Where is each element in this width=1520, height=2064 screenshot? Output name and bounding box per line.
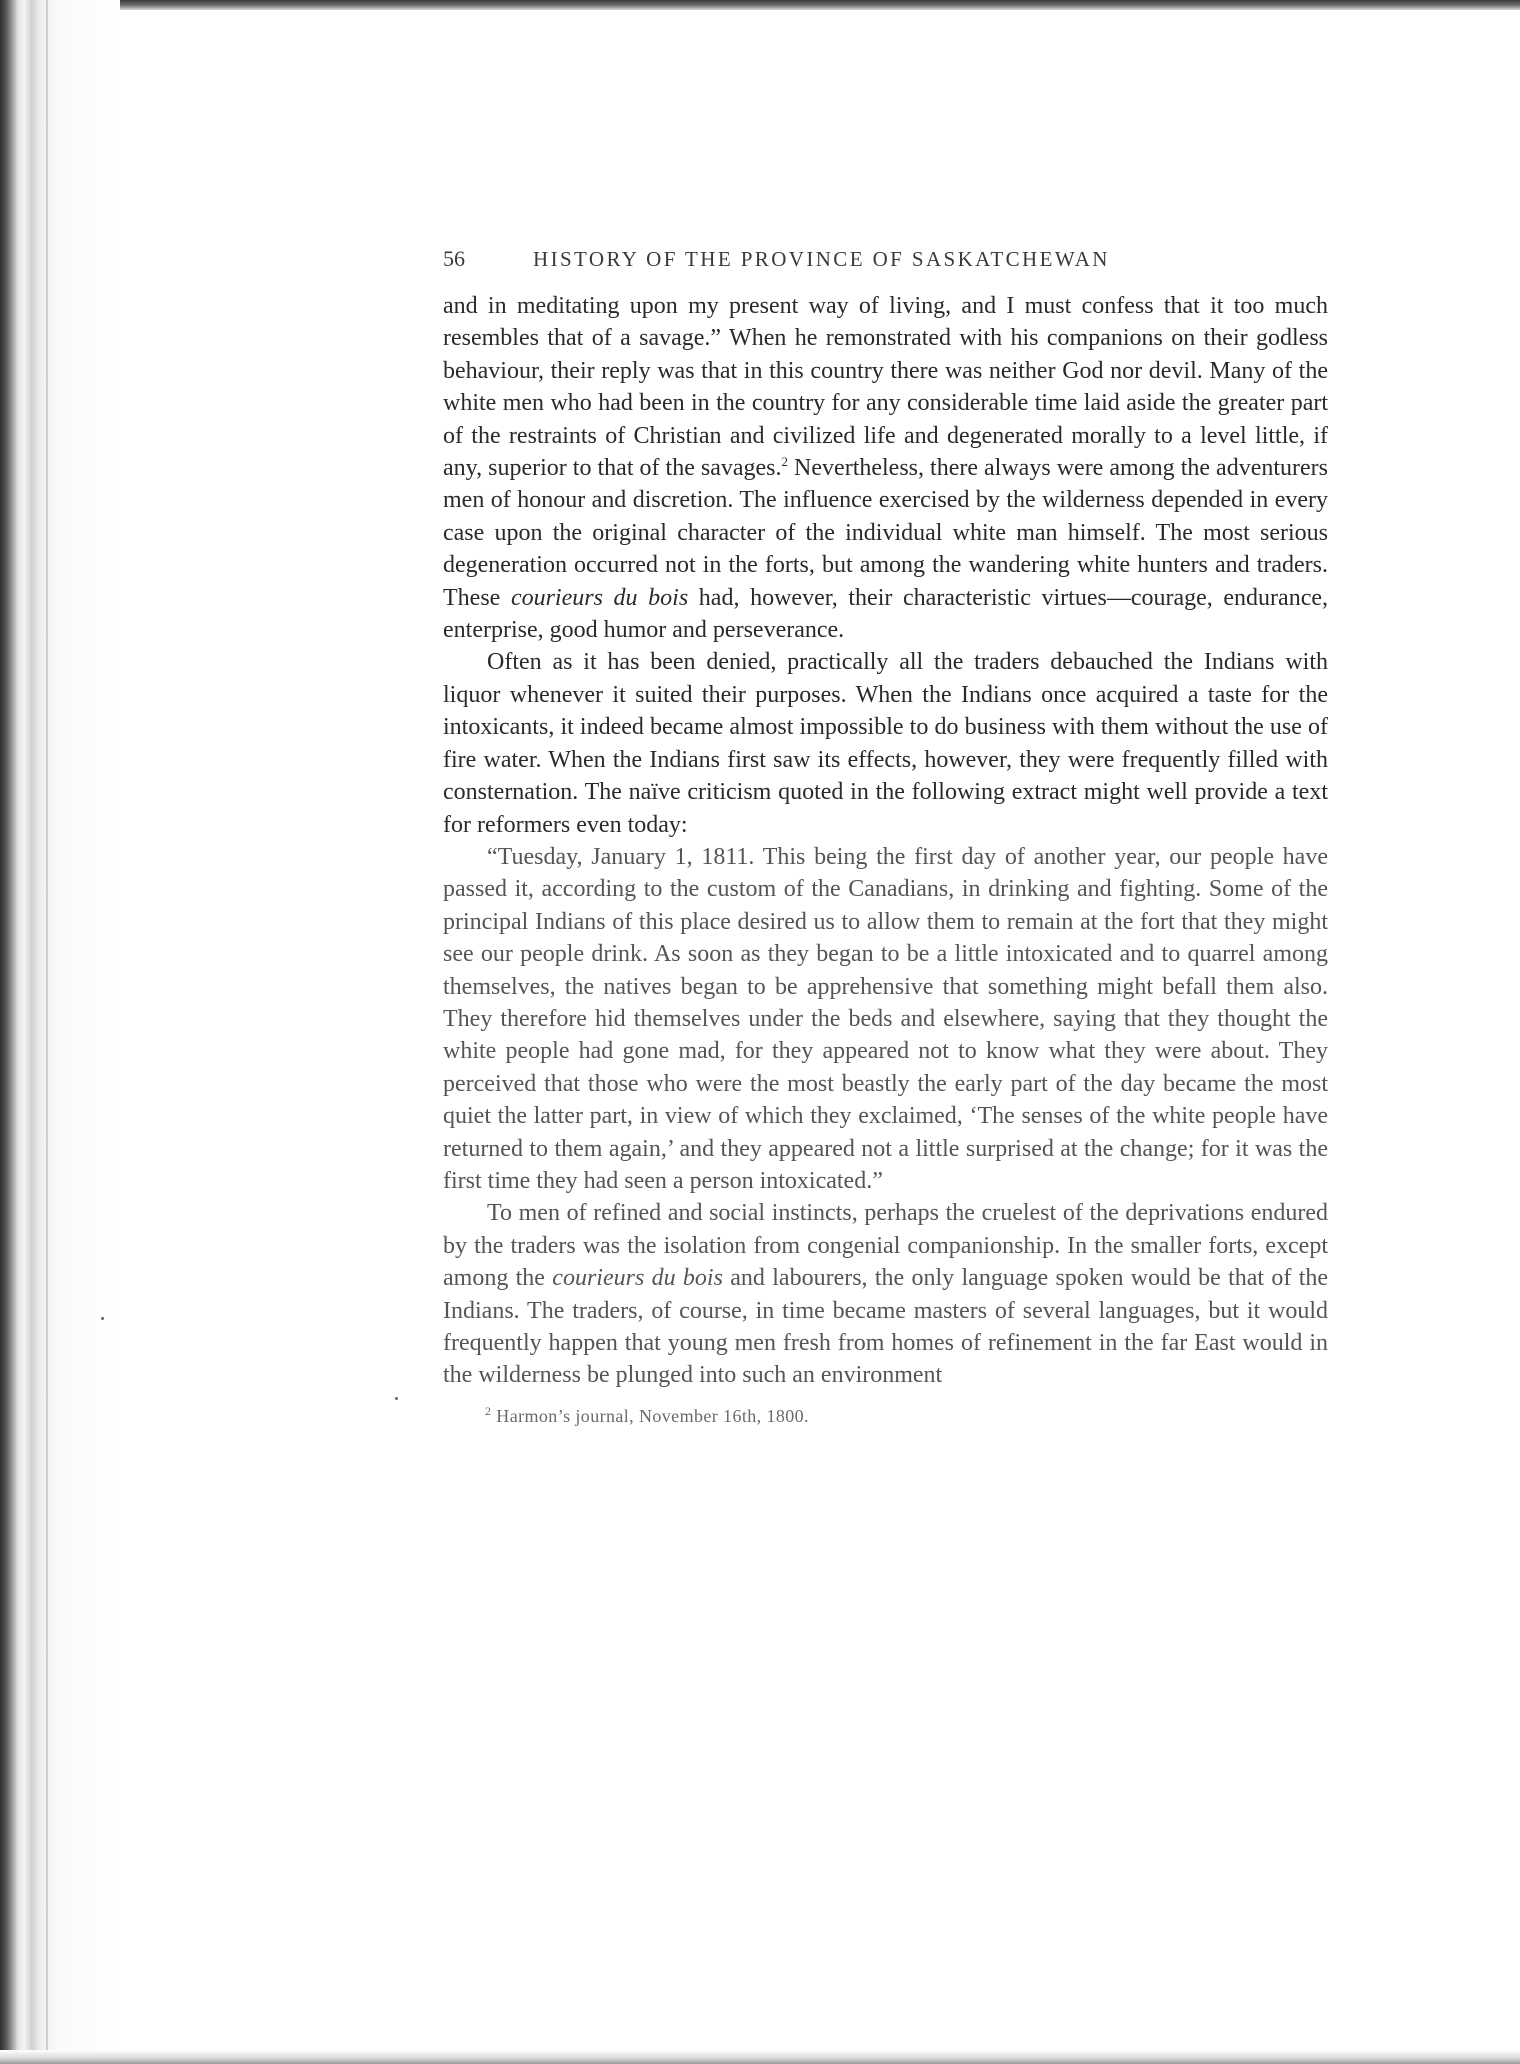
running-title: HISTORY OF THE PROVINCE OF SASKATCHEWAN xyxy=(533,247,1110,271)
paragraph-text: To men of refined and social instincts, perhaps the cruelest of the deprivations endured by the traders was the isolation from congenial companionship. In the smaller forts, except among the xyxy=(443,1200,1328,1292)
scan-speck xyxy=(101,1317,104,1320)
italic-term: courieurs du bois xyxy=(552,1265,723,1292)
scan-speck xyxy=(395,1397,398,1400)
footnote-text: Harmon’s journal, November 16th, 1800. xyxy=(491,1405,809,1426)
paragraph-text: and labourers, the only language spoken would be that of the Indians. The traders, of course, in time became masters of several languages, but it would frequently happen that young men fresh from homes of refinement in the far East would in the wilderness be plunged into such an environment xyxy=(443,1265,1329,1389)
footnote xyxy=(443,1403,1328,1427)
italic-term: courieurs du bois xyxy=(510,584,689,611)
paragraph xyxy=(443,646,1328,840)
paragraph-text: Often as it has been denied, practically all the traders debauched the Indians with liquor whenever it suited their purposes. When the Indians once acquired a taste for the intoxicants, it indeed became almost impossible to do business with them without the use of fire water. When the Indians first saw its effects, however, they were frequently filled with consternation. The naïve criticism quoted in the following extract might well provide a text for reformers even today: xyxy=(443,649,1328,838)
paragraph-text: “Tuesday, January 1, 1811. This being the first day of another year, our people have passed it, according to the custom of the Canadians, in drinking and fighting. Some of the principal Indians of this place desired us to allow them to remain at the fort that they might see our people drink. As soon as they began to be a little intoxicated and to quarrel among themselves, the natives began to be apprehensive that something might befall them also. They therefore hid themselves under the beds and elsewhere, saying that they thought the white people had gone mad, for they appeared not to know what they were about. They perceived that those who were the most beastly the early part of the day became the most quiet the latter part, in view of which they exclaimed, ‘The senses of the white people have returned to them again,’ and they appeared not a little surprised at the change; for it was the first time they had seen a person intoxicated.” xyxy=(443,843,1328,1194)
book-spine-edge xyxy=(0,0,120,2064)
scan-top-edge xyxy=(0,0,1520,10)
footnote-marker: 2 xyxy=(485,1403,492,1418)
paragraph xyxy=(443,1197,1328,1391)
footnote-reference: 2 xyxy=(781,454,789,470)
page-number: 56 xyxy=(443,246,465,271)
paragraph xyxy=(443,290,1328,646)
scan-bottom-edge xyxy=(0,2050,1520,2064)
book-page xyxy=(443,246,1328,1427)
paragraph-text: Nevertheless, there always were among the adventurers men of honour and discretion. The influence exercised by the wilderness depended in every case upon the original character of the individual white man himself. The most serious degeneration occurred not in the forts, but among the wandering white hunters and traders. These xyxy=(443,455,1329,611)
paragraph-text: and in meditating upon my present way of living, and I must confess that it too much resembles that of a savage.” When he remonstrated with his companions on their godless behaviour, their reply was that in this country there was neither God nor devil. Many of the white men who had been in the country for any considerable time laid aside the greater part of the restraints of Christian and civilized life and degenerated morally to a level little, if any, superior to that of the savages. xyxy=(443,293,1328,482)
running-head xyxy=(443,246,1328,286)
body-text xyxy=(443,290,1328,1392)
paragraph xyxy=(443,841,1328,1197)
paragraph-text: had, however, their characteristic virtues—courage, endurance, enterprise, good humor and perseverance. xyxy=(443,584,1328,644)
